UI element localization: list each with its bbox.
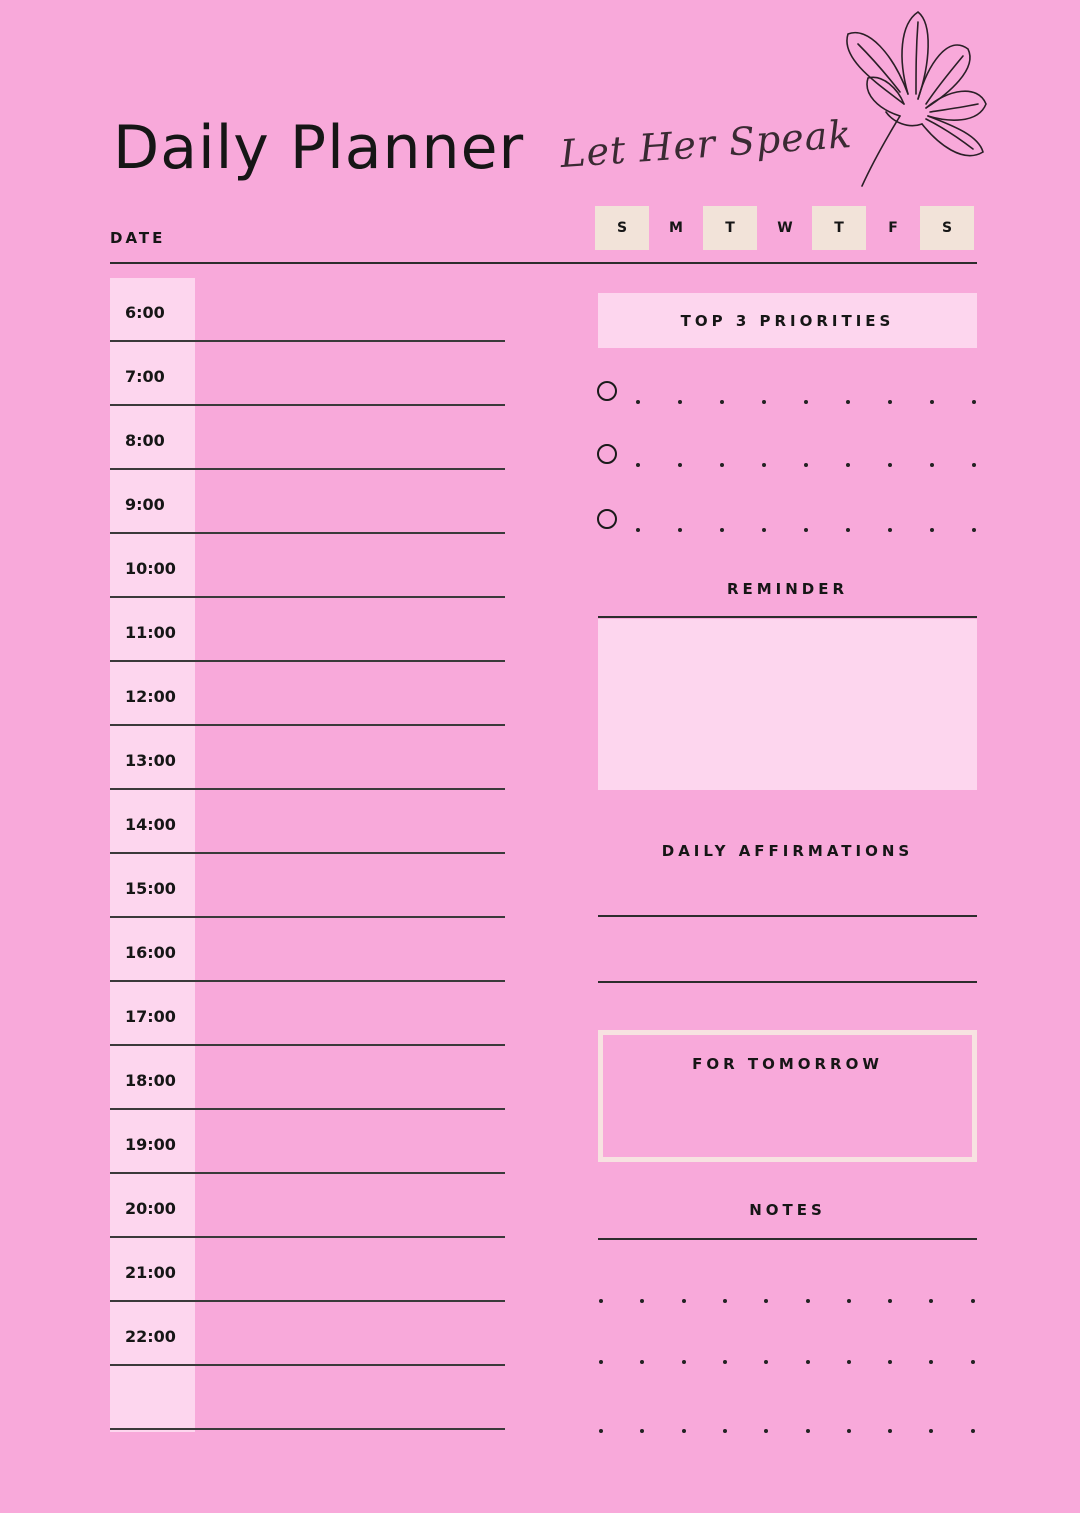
hour-label: 7:00 (125, 367, 165, 386)
hour-label: 22:00 (125, 1327, 176, 1346)
affirmation-line[interactable] (598, 981, 977, 983)
hour-slot-line[interactable] (110, 660, 505, 662)
priority-dot (930, 463, 934, 467)
notes-dot (599, 1429, 603, 1433)
priority-dot (804, 463, 808, 467)
affirmation-line[interactable] (598, 915, 977, 917)
notes-title: NOTES (749, 1201, 826, 1219)
priority-dot (762, 528, 766, 532)
priority-dot (762, 463, 766, 467)
priority-dot (636, 400, 640, 404)
hour-slot-line[interactable] (110, 468, 505, 470)
notes-dot (764, 1360, 768, 1364)
affirmations-title: DAILY AFFIRMATIONS (661, 842, 914, 860)
priority-dot (804, 528, 808, 532)
notes-dot (764, 1429, 768, 1433)
notes-dot (929, 1360, 933, 1364)
hour-slot-line[interactable] (110, 1236, 505, 1238)
notes-dot (682, 1429, 686, 1433)
notes-dot (599, 1360, 603, 1364)
hour-label: 16:00 (125, 943, 176, 962)
priorities-title: TOP 3 PRIORITIES (598, 293, 977, 348)
priority-dot (972, 528, 976, 532)
tomorrow-box[interactable] (598, 1030, 977, 1162)
hour-label: 15:00 (125, 879, 176, 898)
hour-slot-line[interactable] (110, 532, 505, 534)
flower-icon (838, 4, 998, 189)
priority-dot (888, 463, 892, 467)
tagline: Let Her Speak (558, 111, 854, 177)
hour-label: 10:00 (125, 559, 176, 578)
hour-label: 12:00 (125, 687, 176, 706)
priority-checkbox[interactable] (597, 381, 617, 401)
hour-slot-line[interactable] (110, 724, 505, 726)
priority-dot (720, 400, 724, 404)
notes-dot (888, 1429, 892, 1433)
notes-dot (847, 1360, 851, 1364)
notes-dot (723, 1299, 727, 1303)
hour-slot-line[interactable] (110, 1300, 505, 1302)
hour-label: 17:00 (125, 1007, 176, 1026)
hour-label: 9:00 (125, 495, 165, 514)
weekday-tuesday[interactable]: T (703, 206, 757, 250)
notes-dot (640, 1299, 644, 1303)
notes-dot (971, 1299, 975, 1303)
notes-dot (599, 1299, 603, 1303)
priority-dot (762, 400, 766, 404)
hour-label: 21:00 (125, 1263, 176, 1282)
weekday-sunday[interactable]: S (595, 206, 649, 250)
notes-dot (971, 1429, 975, 1433)
priority-dot (972, 400, 976, 404)
hour-label: 14:00 (125, 815, 176, 834)
hour-label: 6:00 (125, 303, 165, 322)
hour-slot-line[interactable] (110, 852, 505, 854)
weekday-monday[interactable]: M (669, 220, 683, 236)
hour-column (110, 278, 195, 1432)
priority-checkbox[interactable] (597, 509, 617, 529)
priority-dot (678, 528, 682, 532)
hour-slot-line[interactable] (110, 916, 505, 918)
notes-dot (806, 1299, 810, 1303)
priority-dot (636, 528, 640, 532)
hour-label: 19:00 (125, 1135, 176, 1154)
priority-dot (678, 400, 682, 404)
hour-slot-line[interactable] (110, 340, 505, 342)
notes-divider (598, 1238, 977, 1240)
notes-dot (682, 1360, 686, 1364)
hour-slot-line[interactable] (110, 1108, 505, 1110)
notes-dot (929, 1429, 933, 1433)
priority-checkbox[interactable] (597, 444, 617, 464)
weekday-wednesday[interactable]: W (777, 220, 793, 236)
priority-dot (930, 400, 934, 404)
notes-dot (888, 1360, 892, 1364)
notes-dot (640, 1429, 644, 1433)
priority-dot (804, 400, 808, 404)
priority-dot (930, 528, 934, 532)
priority-dot (846, 463, 850, 467)
notes-dot (847, 1299, 851, 1303)
hour-slot-line[interactable] (110, 788, 505, 790)
hour-label: 20:00 (125, 1199, 176, 1218)
notes-dot (847, 1429, 851, 1433)
hour-slot-line[interactable] (110, 1172, 505, 1174)
hour-label: 8:00 (125, 431, 165, 450)
hour-label: 18:00 (125, 1071, 176, 1090)
hour-slot-line[interactable] (110, 1428, 505, 1430)
priority-dot (720, 528, 724, 532)
hour-slot-line[interactable] (110, 980, 505, 982)
hour-slot-line[interactable] (110, 596, 505, 598)
hour-label: 13:00 (125, 751, 176, 770)
notes-dot (971, 1360, 975, 1364)
hour-label: 11:00 (125, 623, 176, 642)
weekday-saturday[interactable]: S (920, 206, 974, 250)
priority-dot (636, 463, 640, 467)
hour-slot-line[interactable] (110, 404, 505, 406)
priority-dot (846, 528, 850, 532)
date-label: DATE (110, 229, 166, 247)
weekday-thursday[interactable]: T (812, 206, 866, 250)
notes-dot (640, 1360, 644, 1364)
notes-dot (888, 1299, 892, 1303)
notes-dot (764, 1299, 768, 1303)
priority-dot (888, 528, 892, 532)
priority-dot (846, 400, 850, 404)
notes-dot (806, 1429, 810, 1433)
priority-dot (888, 400, 892, 404)
weekday-selector (595, 206, 977, 250)
hour-slot-line[interactable] (110, 1044, 505, 1046)
notes-dot (723, 1429, 727, 1433)
reminder-divider (598, 616, 977, 618)
priority-dot (678, 463, 682, 467)
notes-dot (929, 1299, 933, 1303)
priority-dot (720, 463, 724, 467)
page-title: Daily Planner (113, 113, 525, 183)
notes-dot (723, 1360, 727, 1364)
notes-dot (806, 1360, 810, 1364)
reminder-box[interactable] (598, 619, 977, 790)
header-divider (110, 262, 977, 264)
reminder-title: REMINDER (726, 580, 849, 598)
weekday-friday[interactable]: F (888, 220, 898, 236)
tomorrow-title: FOR TOMORROW (692, 1055, 883, 1073)
hour-slot-line[interactable] (110, 1364, 505, 1366)
priority-dot (972, 463, 976, 467)
notes-dot (682, 1299, 686, 1303)
